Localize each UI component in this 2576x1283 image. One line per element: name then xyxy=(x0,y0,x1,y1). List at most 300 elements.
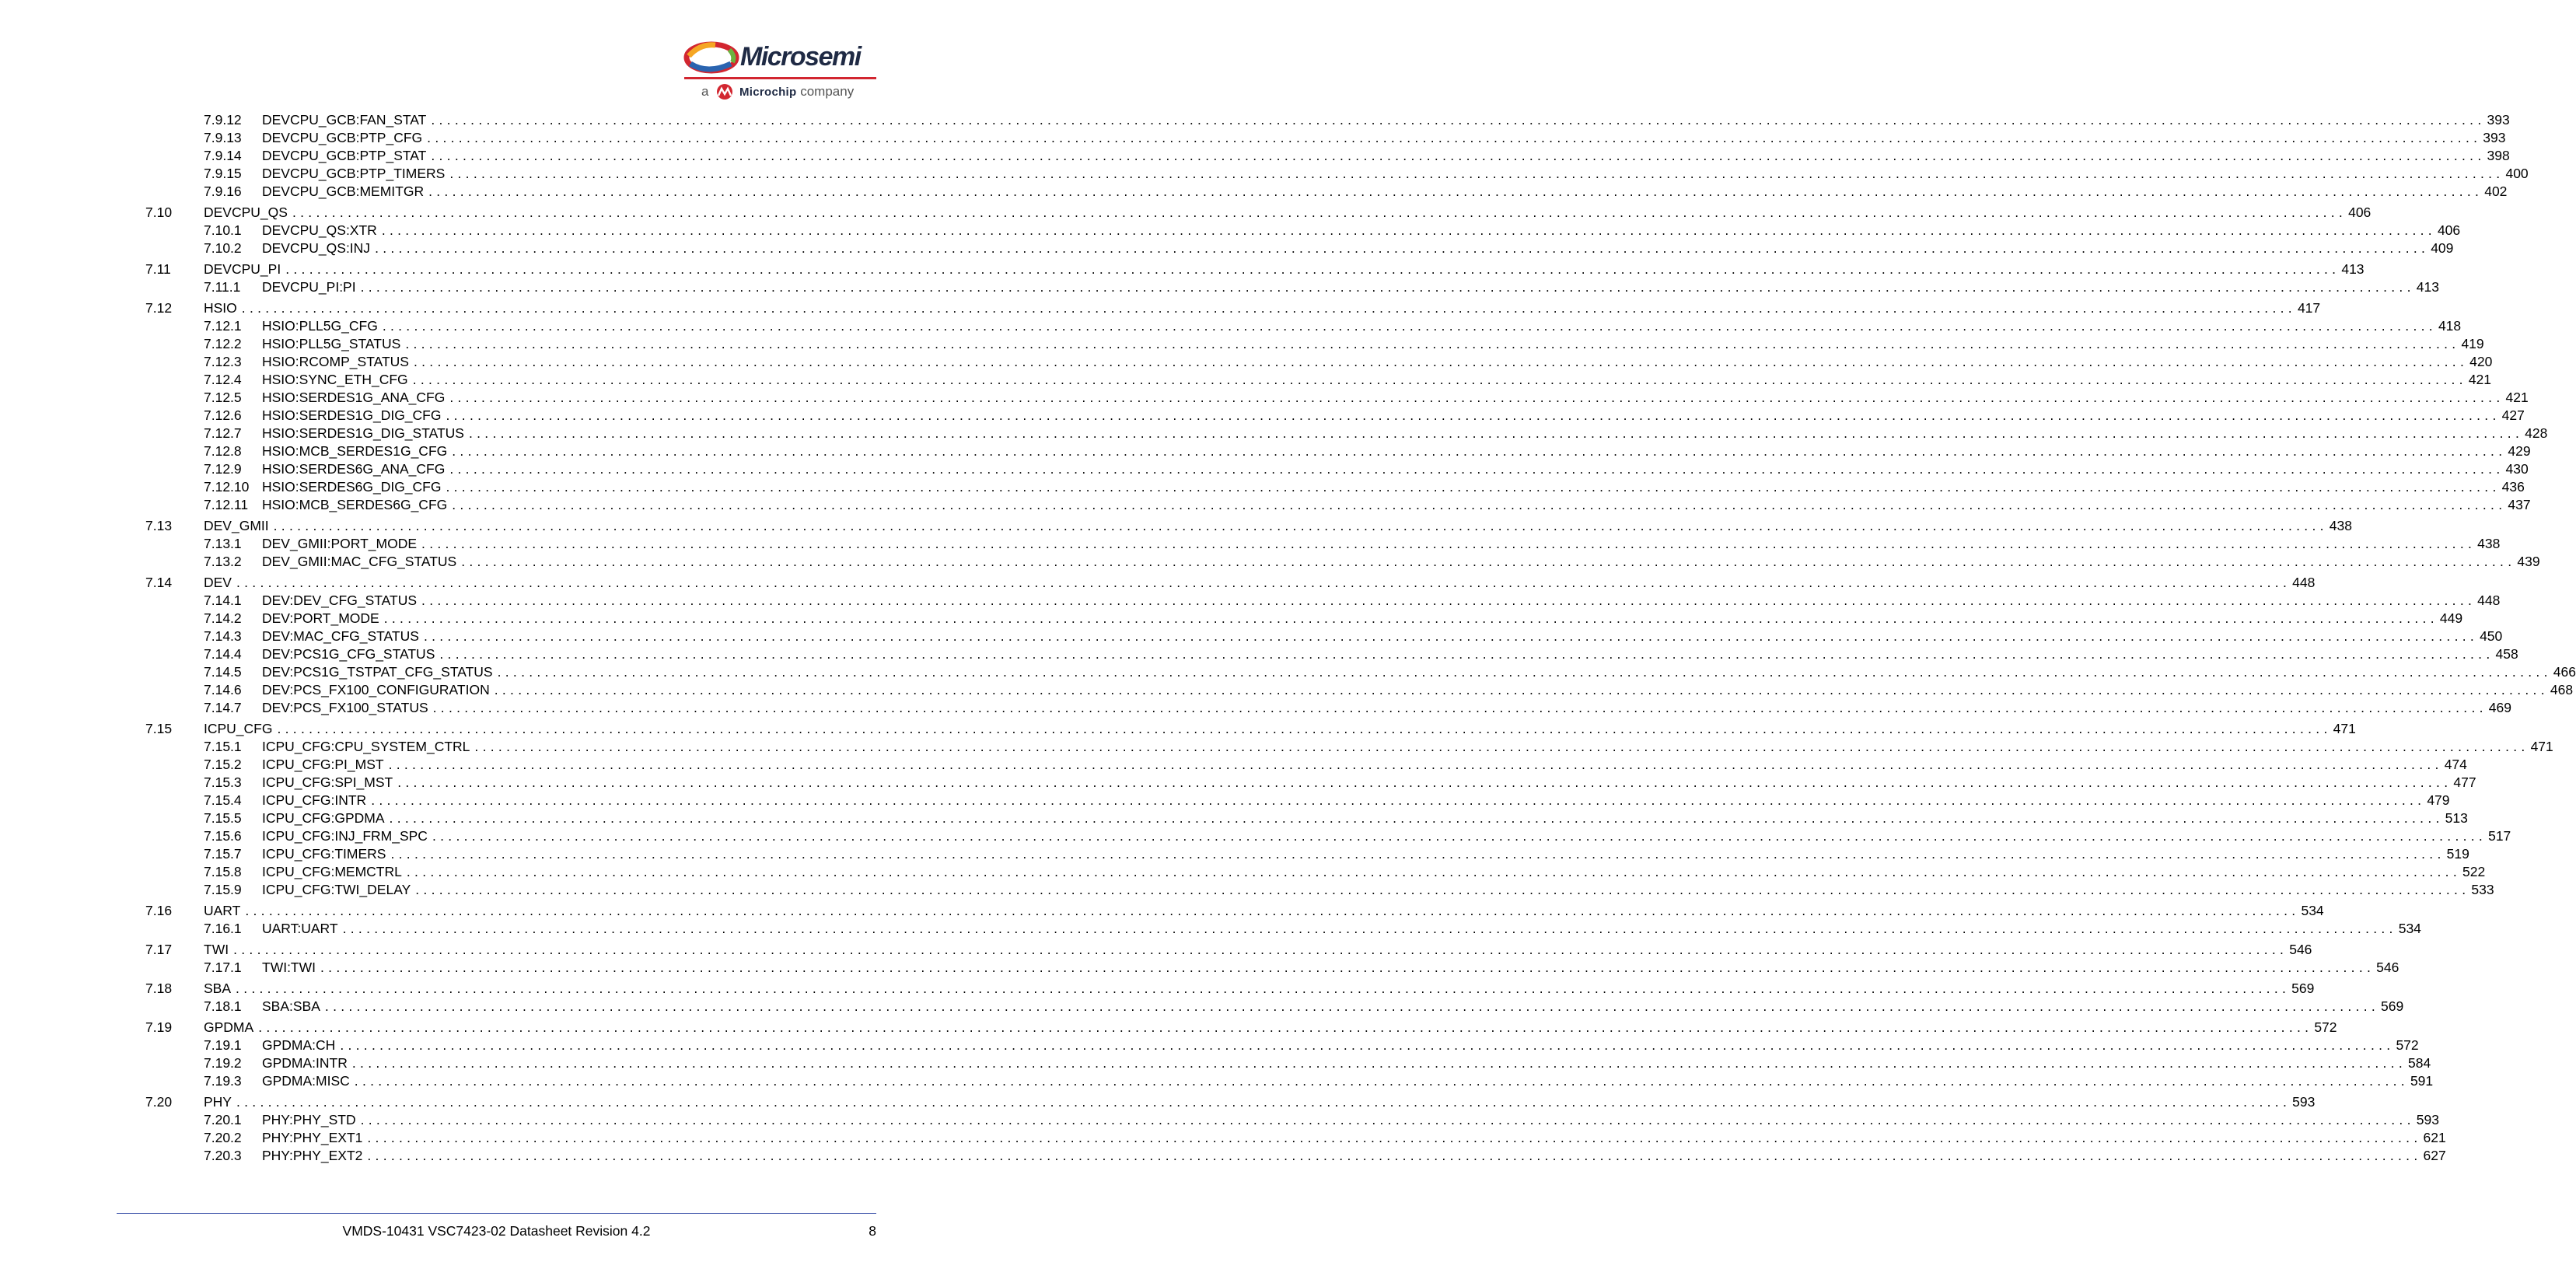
toc-entry-number: 7.19 xyxy=(145,1019,173,1035)
toc-entry-page[interactable]: 471 xyxy=(2530,739,2553,754)
toc-dot-leader: .................................................................................................................................................................................................................................................................... xyxy=(382,318,2437,334)
toc-entry-line xyxy=(262,1072,2434,1090)
toc-entry[interactable] xyxy=(145,204,2372,222)
toc-entry-title[interactable]: ICPU_CFG:PI_MST xyxy=(262,757,384,772)
toc-entry-page[interactable]: 413 xyxy=(2341,261,2365,277)
toc-entry-line xyxy=(262,407,2525,425)
tagline-company: Microchip xyxy=(739,86,797,99)
toc-dot-leader: .................................................................................................................................................................................................................................................................... xyxy=(474,739,2529,754)
toc-entry-title[interactable]: DEV xyxy=(204,575,232,590)
toc-entry-title[interactable]: GPDMA:MISC xyxy=(262,1073,350,1089)
toc-entry-title[interactable]: PHY xyxy=(204,1094,232,1110)
toc-entry-page[interactable]: 448 xyxy=(2292,575,2316,590)
toc-dot-leader: .................................................................................................................................................................................................................................................................... xyxy=(367,1148,2422,1163)
toc-entry-title[interactable]: DEVCPU_QS:XTR xyxy=(262,222,377,238)
toc-entry-title[interactable]: DEV:PCS_FX100_CONFIGURATION xyxy=(262,682,490,697)
toc-dot-leader: .................................................................................................................................................................................................................................................................... xyxy=(367,1130,2422,1145)
toc-entry[interactable] xyxy=(145,442,2531,460)
toc-entry[interactable] xyxy=(145,663,2576,681)
toc-entry[interactable] xyxy=(145,920,2421,938)
toc-entry-page[interactable]: 569 xyxy=(2291,981,2315,996)
toc-entry-number: 7.13 xyxy=(145,518,173,533)
toc-entry[interactable] xyxy=(145,574,2316,592)
toc-entry-title[interactable]: HSIO:MCB_SERDES1G_CFG xyxy=(262,443,448,459)
toc-entry-title[interactable]: HSIO:SERDES6G_ANA_CFG xyxy=(262,461,446,477)
toc-entry[interactable] xyxy=(145,1037,2419,1054)
toc-dot-leader: .................................................................................................................................................................................................................................................................... xyxy=(446,407,2501,423)
toc-entry[interactable] xyxy=(145,496,2531,514)
toc-entry-number: 7.11.1 xyxy=(204,279,241,295)
toc-dot-leader: .................................................................................................................................................................................................................................................................... xyxy=(236,1094,2291,1110)
toc-entry-title[interactable]: ICPU_CFG:SPI_MST xyxy=(262,774,393,790)
toc-entry-number: 7.15.7 xyxy=(204,846,242,862)
toc-entry-number: 7.16.1 xyxy=(204,921,242,936)
toc-entry-page[interactable]: 468 xyxy=(2550,682,2574,697)
toc-entry-title[interactable]: ICPU_CFG xyxy=(204,721,273,736)
toc-dot-leader: .................................................................................................................................................................................................................................................................... xyxy=(431,148,2486,163)
toc-entry-line xyxy=(262,592,2501,610)
toc-dot-leader: .................................................................................................................................................................................................................................................................... xyxy=(497,664,2552,680)
toc-entry[interactable] xyxy=(145,111,2510,129)
toc-entry-title[interactable]: ICPU_CFG:GPDMA xyxy=(262,810,385,826)
toc-entry-number: 7.10 xyxy=(145,205,173,220)
toc-dot-leader: .................................................................................................................................................................................................................................................................... xyxy=(431,112,2486,128)
toc-entry-page[interactable]: 593 xyxy=(2292,1094,2316,1110)
toc-dot-leader: .................................................................................................................................................................................................................................................................... xyxy=(320,960,2375,975)
toc-entry-title[interactable]: HSIO:RCOMP_STATUS xyxy=(262,354,409,369)
toc-entry-line xyxy=(262,610,2463,628)
microsemi-swirl-icon xyxy=(684,40,739,75)
toc-entry-title[interactable]: DEVCPU_GCB:PTP_TIMERS xyxy=(262,166,446,181)
toc-dot-leader: .................................................................................................................................................................................................................................................................... xyxy=(449,166,2504,181)
toc-entry[interactable] xyxy=(145,959,2399,977)
toc-entry[interactable] xyxy=(145,941,2312,959)
toc-entry-line xyxy=(204,902,2324,920)
microchip-mark-icon xyxy=(716,84,733,100)
toc-entry-line xyxy=(204,517,2352,535)
toc-entry-page[interactable]: 413 xyxy=(2416,279,2439,295)
toc-entry[interactable] xyxy=(145,863,2486,881)
toc-entry-page[interactable]: 584 xyxy=(2408,1055,2431,1071)
toc-entry-number: 7.12.3 xyxy=(204,354,242,369)
toc-entry[interactable] xyxy=(145,239,2454,257)
toc-entry-line xyxy=(262,863,2486,881)
toc-entry-page[interactable]: 477 xyxy=(2453,774,2476,790)
toc-entry-number: 7.9.16 xyxy=(204,184,242,199)
toc-entry-page[interactable]: 418 xyxy=(2438,318,2462,334)
toc-entry-number: 7.12.4 xyxy=(204,372,242,387)
toc-entry-line xyxy=(262,371,2492,389)
toc-entry[interactable] xyxy=(145,738,2553,756)
toc-dot-leader: .................................................................................................................................................................................................................................................................... xyxy=(397,774,2452,790)
toc-entry-line xyxy=(262,756,2467,774)
toc-entry-page[interactable]: 469 xyxy=(2488,700,2511,715)
toc-entry-number: 7.14.6 xyxy=(204,682,242,697)
toc-entry-page[interactable]: 519 xyxy=(2446,846,2469,862)
toc-entry[interactable] xyxy=(145,222,2461,239)
toc-entry[interactable] xyxy=(145,980,2315,998)
toc-entry-number: 7.19.1 xyxy=(204,1037,242,1053)
toc-entry-title[interactable]: UART xyxy=(204,903,241,918)
toc-entry-page[interactable]: 572 xyxy=(2396,1037,2419,1053)
toc-entry-number: 7.16 xyxy=(145,903,173,918)
toc-entry-title[interactable]: DEVCPU_GCB:MEMITGR xyxy=(262,184,425,199)
toc-entry-number: 7.12.9 xyxy=(204,461,242,477)
toc-entry-page[interactable]: 449 xyxy=(2439,610,2463,626)
toc-entry[interactable] xyxy=(145,165,2529,183)
table-of-contents xyxy=(145,111,2576,1165)
toc-dot-leader: .................................................................................................................................................................................................................................................................... xyxy=(245,903,2300,918)
toc-entry[interactable] xyxy=(145,827,2511,845)
toc-entry-page[interactable]: 398 xyxy=(2487,148,2510,163)
toc-dot-leader: .................................................................................................................................................................................................................................................................... xyxy=(342,921,2397,936)
toc-entry-title[interactable]: DEV_GMII xyxy=(204,518,269,533)
toc-entry-number: 7.13.1 xyxy=(204,536,242,551)
toc-entry[interactable] xyxy=(145,699,2511,717)
toc-entry[interactable] xyxy=(145,1147,2446,1165)
footer-divider xyxy=(117,1213,876,1214)
toc-entry[interactable] xyxy=(145,389,2529,407)
toc-entry-line xyxy=(262,881,2494,899)
toc-entry-page[interactable]: 400 xyxy=(2505,166,2529,181)
toc-entry-number: 7.12.8 xyxy=(204,443,242,459)
toc-entry-title[interactable]: ICPU_CFG:CPU_SYSTEM_CTRL xyxy=(262,739,470,754)
toc-entry[interactable] xyxy=(145,460,2529,478)
toc-entry-page[interactable]: 466 xyxy=(2553,664,2576,680)
toc-entry-number: 7.14.2 xyxy=(204,610,242,626)
toc-entry[interactable] xyxy=(145,260,2365,278)
toc-entry-page[interactable]: 421 xyxy=(2505,390,2529,405)
toc-entry-number: 7.9.12 xyxy=(204,112,242,128)
toc-entry-number: 7.19.2 xyxy=(204,1055,242,1071)
toc-dot-leader: .................................................................................................................................................................................................................................................................... xyxy=(427,130,2482,145)
toc-entry-title[interactable]: DEV:DEV_CFG_STATUS xyxy=(262,593,418,608)
toc-entry[interactable] xyxy=(145,335,2484,353)
toc-entry-page[interactable]: 479 xyxy=(2427,792,2450,808)
toc-dot-leader: .................................................................................................................................................................................................................................................................... xyxy=(449,461,2504,477)
toc-entry-number: 7.9.15 xyxy=(204,166,242,181)
toc-entry-number: 7.11 xyxy=(145,261,171,277)
toc-dot-leader: .................................................................................................................................................................................................................................................................... xyxy=(446,479,2501,495)
toc-dot-leader: .................................................................................................................................................................................................................................................................... xyxy=(236,575,2291,590)
toc-dot-leader: .................................................................................................................................................................................................................................................................... xyxy=(354,1073,2409,1089)
toc-entry-title[interactable]: DEV:PCS1G_CFG_STATUS xyxy=(262,646,435,662)
toc-entry-number: 7.18.1 xyxy=(204,998,242,1014)
toc-entry-title[interactable]: HSIO:SYNC_ETH_CFG xyxy=(262,372,408,387)
toc-entry-page[interactable]: 437 xyxy=(2508,497,2531,512)
toc-entry-title[interactable]: SBA:SBA xyxy=(262,998,320,1014)
toc-entry[interactable] xyxy=(145,681,2574,699)
toc-entry-title[interactable]: HSIO:PLL5G_STATUS xyxy=(262,336,401,351)
toc-entry-number: 7.14.7 xyxy=(204,700,242,715)
toc-entry-number: 7.12.2 xyxy=(204,336,242,351)
toc-entry-line xyxy=(262,1111,2439,1129)
toc-entry-number: 7.15.1 xyxy=(204,739,242,754)
toc-entry-title[interactable]: ICPU_CFG:MEMCTRL xyxy=(262,864,402,879)
toc-entry-title[interactable]: ICPU_CFG:TIMERS xyxy=(262,846,386,862)
toc-entry[interactable] xyxy=(145,1072,2434,1090)
toc-entry[interactable] xyxy=(145,535,2501,553)
toc-dot-leader: .................................................................................................................................................................................................................................................................... xyxy=(351,1055,2407,1071)
toc-entry-line xyxy=(262,809,2468,827)
toc-entry-number: 7.9.14 xyxy=(204,148,242,163)
toc-dot-leader: .................................................................................................................................................................................................................................................................... xyxy=(432,828,2487,844)
toc-entry-page[interactable]: 474 xyxy=(2444,757,2467,772)
toc-entry-title[interactable]: GPDMA:INTR xyxy=(262,1055,348,1071)
toc-entry-page[interactable]: 517 xyxy=(2488,828,2511,844)
toc-dot-leader: .................................................................................................................................................................................................................................................................... xyxy=(412,372,2467,387)
toc-entry-page[interactable]: 430 xyxy=(2505,461,2529,477)
toc-entry[interactable] xyxy=(145,1019,2337,1037)
toc-entry-page[interactable]: 406 xyxy=(2437,222,2461,238)
toc-dot-leader: .................................................................................................................................................................................................................................................................... xyxy=(285,261,2340,277)
toc-entry-number: 7.20.3 xyxy=(204,1148,242,1163)
toc-entry-page[interactable]: 419 xyxy=(2461,336,2484,351)
toc-entry-line xyxy=(204,1019,2337,1037)
toc-entry-page[interactable]: 569 xyxy=(2381,998,2404,1014)
toc-entry-page[interactable]: 409 xyxy=(2431,240,2454,256)
toc-entry-title[interactable]: DEVCPU_QS:INJ xyxy=(262,240,371,256)
toc-entry-line xyxy=(262,353,2493,371)
toc-entry[interactable] xyxy=(145,1111,2439,1129)
toc-entry-page[interactable]: 513 xyxy=(2445,810,2468,826)
toc-dot-leader: .................................................................................................................................................................................................................................................................... xyxy=(388,757,2443,772)
toc-entry-number: 7.15 xyxy=(145,721,173,736)
toc-entry-page[interactable]: 471 xyxy=(2333,721,2356,736)
toc-entry-page[interactable]: 534 xyxy=(2398,921,2421,936)
toc-entry-line xyxy=(262,478,2525,496)
toc-entry-number: 7.12 xyxy=(145,300,173,316)
toc-dot-leader: .................................................................................................................................................................................................................................................................... xyxy=(452,497,2507,512)
toc-entry-page[interactable]: 439 xyxy=(2517,554,2540,569)
toc-entry-page[interactable]: 458 xyxy=(2495,646,2518,662)
toc-entry-line xyxy=(262,1147,2446,1165)
toc-entry-line xyxy=(262,1054,2431,1072)
toc-entry-title[interactable]: ICPU_CFG:TWI_DELAY xyxy=(262,882,411,897)
toc-entry-title[interactable]: GPDMA xyxy=(204,1019,254,1035)
toc-entry[interactable] xyxy=(145,553,2540,571)
toc-entry-line xyxy=(262,959,2399,977)
toc-entry-title[interactable]: DEV_GMII:PORT_MODE xyxy=(262,536,418,551)
toc-entry-line xyxy=(204,941,2312,959)
toc-entry[interactable] xyxy=(145,845,2469,863)
toc-entry-page[interactable]: 572 xyxy=(2314,1019,2337,1035)
toc-entry-page[interactable]: 406 xyxy=(2348,205,2372,220)
toc-entry[interactable] xyxy=(145,129,2506,147)
toc-entry-title[interactable]: HSIO:MCB_SERDES6G_CFG xyxy=(262,497,448,512)
toc-entry-page[interactable]: 546 xyxy=(2289,942,2312,957)
toc-entry-page[interactable]: 450 xyxy=(2480,628,2503,644)
toc-entry[interactable] xyxy=(145,998,2404,1016)
toc-entry-title[interactable]: ICPU_CFG:INJ_FRM_SPC xyxy=(262,828,428,844)
footer-page-number: 8 xyxy=(869,1223,876,1239)
toc-entry-number: 7.20 xyxy=(145,1094,173,1110)
toc-dot-leader: .................................................................................................................................................................................................................................................................... xyxy=(468,425,2524,441)
toc-entry-line xyxy=(262,774,2476,792)
toc-dot-leader: .................................................................................................................................................................................................................................................................... xyxy=(241,300,2296,316)
toc-entry-line xyxy=(262,681,2574,699)
toc-entry-line xyxy=(204,574,2316,592)
toc-entry-line xyxy=(262,442,2531,460)
toc-entry-title[interactable]: DEV:PORT_MODE xyxy=(262,610,379,626)
toc-entry-page[interactable]: 438 xyxy=(2329,518,2352,533)
toc-dot-leader: .................................................................................................................................................................................................................................................................... xyxy=(461,554,2516,569)
toc-dot-leader: .................................................................................................................................................................................................................................................................... xyxy=(389,810,2444,826)
toc-entry-title[interactable]: SBA xyxy=(204,981,232,996)
toc-entry-line xyxy=(262,827,2511,845)
toc-entry-number: 7.15.3 xyxy=(204,774,242,790)
toc-entry[interactable] xyxy=(145,517,2352,535)
toc-entry[interactable] xyxy=(145,792,2450,809)
toc-entry-page[interactable]: 627 xyxy=(2423,1148,2446,1163)
toc-dot-leader: .................................................................................................................................................................................................................................................................... xyxy=(236,981,2291,996)
toc-entry-title[interactable]: UART:UART xyxy=(262,921,338,936)
toc-entry-title[interactable]: DEVCPU_PI:PI xyxy=(262,279,356,295)
toc-entry-page[interactable]: 522 xyxy=(2462,864,2486,879)
toc-dot-leader: .................................................................................................................................................................................................................................................................... xyxy=(360,279,2415,295)
toc-entry-page[interactable]: 393 xyxy=(2487,112,2510,128)
toc-entry-title[interactable]: DEVCPU_QS xyxy=(204,205,288,220)
toc-entry[interactable] xyxy=(145,809,2468,827)
toc-entry-page[interactable]: 429 xyxy=(2508,443,2531,459)
toc-entry-line xyxy=(262,553,2540,571)
toc-entry[interactable] xyxy=(145,1129,2446,1147)
brand-wordmark: Microsemi xyxy=(740,42,861,72)
toc-entry-page[interactable]: 621 xyxy=(2423,1130,2446,1145)
toc-dot-leader: .................................................................................................................................................................................................................................................................... xyxy=(432,700,2487,715)
toc-entry-line xyxy=(262,1129,2446,1147)
toc-entry-page[interactable]: 448 xyxy=(2477,593,2501,608)
toc-entry-line xyxy=(262,239,2454,257)
toc-entry[interactable] xyxy=(145,1093,2316,1111)
toc-entry[interactable] xyxy=(145,881,2494,899)
toc-entry-title[interactable]: HSIO:PLL5G_CFG xyxy=(262,318,378,334)
toc-entry-number: 7.15.6 xyxy=(204,828,242,844)
toc-entry-title[interactable]: ICPU_CFG:INTR xyxy=(262,792,367,808)
toc-dot-leader: .................................................................................................................................................................................................................................................................... xyxy=(360,1112,2415,1127)
toc-entry[interactable] xyxy=(145,425,2548,442)
toc-entry[interactable] xyxy=(145,278,2439,296)
toc-entry-title[interactable]: DEV:PCS1G_TSTPAT_CFG_STATUS xyxy=(262,664,493,680)
toc-entry-title[interactable]: TWI:TWI xyxy=(262,960,316,975)
toc-entry[interactable] xyxy=(145,645,2518,663)
toc-entry-title[interactable]: TWI xyxy=(204,942,229,957)
toc-entry-title[interactable]: DEVCPU_GCB:PTP_STAT xyxy=(262,148,427,163)
toc-entry-page[interactable]: 534 xyxy=(2301,903,2324,918)
toc-entry-number: 7.15.5 xyxy=(204,810,242,826)
toc-entry-number: 7.13.2 xyxy=(204,554,242,569)
toc-entry-line xyxy=(262,699,2511,717)
toc-dot-leader: .................................................................................................................................................................................................................................................................... xyxy=(381,222,2436,238)
toc-entry-title[interactable]: DEVCPU_GCB:PTP_CFG xyxy=(262,130,423,145)
toc-entry-title[interactable]: PHY:PHY_EXT1 xyxy=(262,1130,363,1145)
toc-entry[interactable] xyxy=(145,610,2463,628)
toc-entry-line xyxy=(262,1037,2419,1054)
toc-entry-line xyxy=(262,792,2450,809)
toc-entry[interactable] xyxy=(145,353,2493,371)
toc-entry[interactable] xyxy=(145,317,2462,335)
toc-entry-line xyxy=(262,335,2484,353)
toc-entry-line xyxy=(262,147,2510,165)
toc-dot-leader: .................................................................................................................................................................................................................................................................... xyxy=(439,646,2494,662)
toc-dot-leader: .................................................................................................................................................................................................................................................................... xyxy=(258,1019,2313,1035)
toc-dot-leader: .................................................................................................................................................................................................................................................................... xyxy=(421,593,2476,608)
toc-entry-page[interactable]: 533 xyxy=(2471,882,2494,897)
toc-entry-page[interactable]: 417 xyxy=(2297,300,2321,316)
toc-entry-page[interactable]: 428 xyxy=(2525,425,2548,441)
toc-entry[interactable] xyxy=(145,147,2510,165)
toc-dot-leader: .................................................................................................................................................................................................................................................................... xyxy=(292,205,2347,220)
toc-entry-line xyxy=(262,845,2469,863)
toc-entry-page[interactable]: 427 xyxy=(2501,407,2525,423)
toc-entry-number: 7.19.3 xyxy=(204,1073,242,1089)
toc-entry-page[interactable]: 593 xyxy=(2416,1112,2439,1127)
toc-entry-page[interactable]: 436 xyxy=(2501,479,2525,495)
toc-entry-title[interactable]: DEVCPU_PI xyxy=(204,261,281,277)
toc-entry-page[interactable]: 420 xyxy=(2469,354,2493,369)
toc-entry[interactable] xyxy=(145,756,2467,774)
toc-entry-title[interactable]: PHY:PHY_EXT2 xyxy=(262,1148,363,1163)
company-tagline xyxy=(701,84,854,100)
toc-entry-line xyxy=(262,920,2421,938)
toc-entry-number: 7.12.11 xyxy=(204,497,249,512)
toc-entry-title[interactable]: GPDMA:CH xyxy=(262,1037,336,1053)
toc-entry-number: 7.12.10 xyxy=(204,479,250,495)
toc-entry[interactable] xyxy=(145,407,2525,425)
toc-entry-title[interactable]: PHY:PHY_STD xyxy=(262,1112,356,1127)
toc-entry-number: 7.17 xyxy=(145,942,173,957)
toc-entry-line xyxy=(262,165,2529,183)
toc-entry-title[interactable]: DEV_GMII:MAC_CFG_STATUS xyxy=(262,554,457,569)
toc-dot-leader: .................................................................................................................................................................................................................................................................... xyxy=(449,390,2504,405)
toc-entry-page[interactable]: 393 xyxy=(2483,130,2506,145)
toc-dot-leader: .................................................................................................................................................................................................................................................................... xyxy=(383,610,2438,626)
toc-entry-title[interactable]: HSIO:SERDES1G_ANA_CFG xyxy=(262,390,446,405)
toc-entry-title[interactable]: HSIO:SERDES6G_DIG_CFG xyxy=(262,479,442,495)
toc-entry[interactable] xyxy=(145,902,2324,920)
toc-entry[interactable] xyxy=(145,592,2501,610)
toc-entry-line xyxy=(262,645,2518,663)
toc-entry-title[interactable]: DEVCPU_GCB:FAN_STAT xyxy=(262,112,427,128)
toc-dot-leader: .................................................................................................................................................................................................................................................................... xyxy=(324,998,2380,1014)
toc-entry-title[interactable]: HSIO:SERDES1G_DIG_CFG xyxy=(262,407,442,423)
toc-entry-page[interactable]: 421 xyxy=(2468,372,2492,387)
toc-entry-line xyxy=(262,738,2553,756)
toc-entry[interactable] xyxy=(145,183,2508,201)
toc-entry-title[interactable]: DEV:MAC_CFG_STATUS xyxy=(262,628,419,644)
toc-dot-leader: .................................................................................................................................................................................................................................................................... xyxy=(340,1037,2395,1053)
toc-entry-line xyxy=(262,129,2506,147)
toc-entry-number: 7.14.5 xyxy=(204,664,242,680)
toc-entry-title[interactable]: HSIO xyxy=(204,300,237,316)
toc-dot-leader: .................................................................................................................................................................................................................................................................... xyxy=(421,536,2476,551)
toc-entry[interactable] xyxy=(145,628,2503,645)
toc-entry-line xyxy=(262,628,2503,645)
toc-entry-page[interactable]: 546 xyxy=(2376,960,2399,975)
toc-entry-page[interactable]: 438 xyxy=(2477,536,2501,551)
toc-entry[interactable] xyxy=(145,478,2525,496)
toc-entry-title[interactable]: DEV:PCS_FX100_STATUS xyxy=(262,700,428,715)
toc-dot-leader: .................................................................................................................................................................................................................................................................... xyxy=(375,240,2430,256)
toc-entry-title[interactable]: HSIO:SERDES1G_DIG_STATUS xyxy=(262,425,464,441)
toc-entry[interactable] xyxy=(145,774,2476,792)
toc-entry[interactable] xyxy=(145,1054,2431,1072)
toc-entry[interactable] xyxy=(145,299,2321,317)
toc-entry[interactable] xyxy=(145,720,2356,738)
toc-entry[interactable] xyxy=(145,371,2492,389)
toc-entry-page[interactable]: 402 xyxy=(2484,184,2508,199)
toc-entry-page[interactable]: 591 xyxy=(2410,1073,2434,1089)
